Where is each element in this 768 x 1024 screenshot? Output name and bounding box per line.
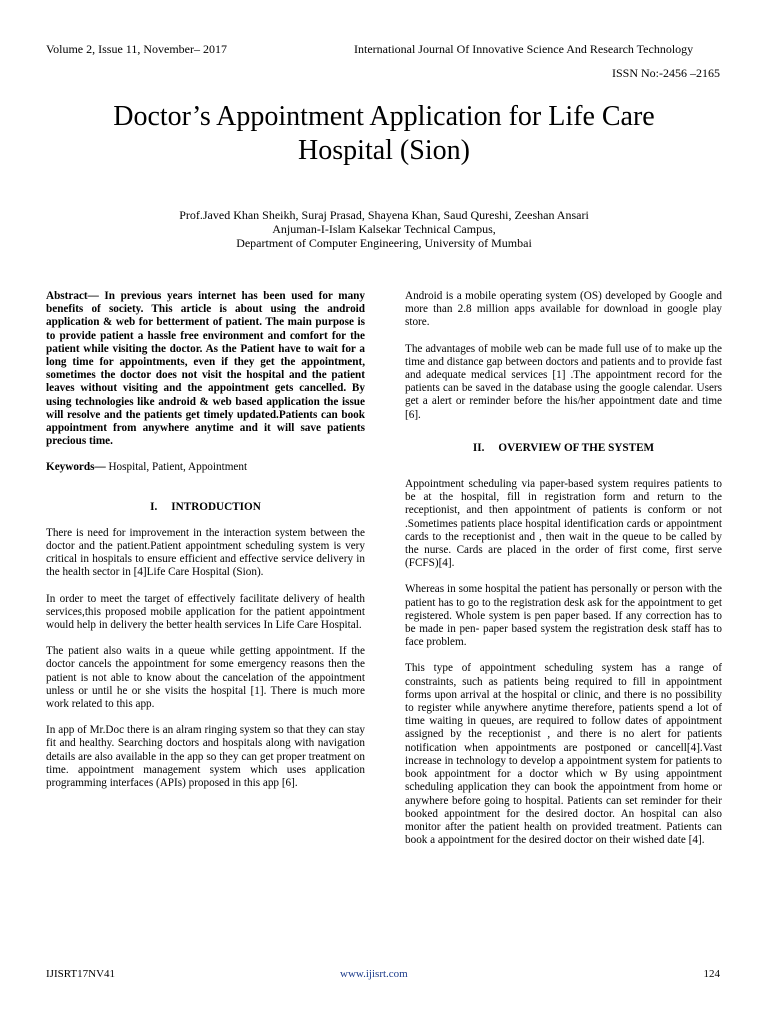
footer-url[interactable]: www.ijisrt.com: [340, 968, 408, 980]
mobile-web-paragraph: The advantages of mobile web can be made full use of to make up the time and distance gap between doctors and patients and to provide fast and adequate medical services [1] .The appointment record for the patients can be saved in the database using the google calendar. Users get a alert or reminder before the his/her appointment date and time [6].: [405, 342, 722, 421]
author-block: [40, 208, 728, 250]
overview-paragraph: Appointment scheduling via paper-based system requires patients to be at the hospital, fill in registration form and return to the receptionist, and then appointment of patients is conform or not .Sometimes patients place hospital identification cards or appointment cards to the receptionist and , then wait in the queue to be called by the nurse. Cards are placed in the order of first come, first serve (FCFS)[4].: [405, 478, 722, 570]
volume-info: Volume 2, Issue 11, November– 2017: [46, 42, 227, 56]
keywords-label: Keywords—: [46, 461, 106, 474]
intro-paragraph: In order to meet the target of effectively facilitate delivery of health services,this proposed mobile application for the patient appointment would help in delivery the better health services In Life Care Hospital.: [46, 592, 365, 632]
intro-paragraph: In app of Mr.Doc there is an alram ringing system so that they can stay fit and healthy. Searching doctors and hospitals along with navigation details are also available in the app so they can get proper treatment on time. appointment management system which uses application programming interfaces (APIs) proposed in this app [6].: [46, 724, 365, 790]
left-column: [46, 290, 365, 803]
overview-paragraph: Whereas in some hospital the patient has personally or person with the patient has to go to the registration desk ask for the appointment to get registered. Whole system is pen paper based. If any correction has to be made in pen- paper based system the registration desk staff has to face problem.: [405, 583, 722, 649]
affiliation-2: Department of Computer Engineering, University of Mumbai: [236, 236, 532, 250]
page-number: 124: [703, 968, 720, 980]
overview-paragraph: This type of appointment scheduling system has a range of constraints, such as patients being required to fill in appointment forms upon arrival at the hospital or clinic, and there is no possibility to register while anywhere anytime therefore, patients spend a lot of time waiting in queues, are required to follow dates of appointment assigned by the receptionist , and there is no alert for patients notification when appointments are postponed or cancell[4].Vast increase in technology to develop a appointment system for patients to book appointment for a doctor which w By using appointment scheduling application they can book the appointment from home or anywhere before going to hospital. Patients can set reminder for their booked appointment for the desired doctor. An hospital can also monitor after the patient health on provided treatment. Patients can book a appointment for the desired doctor on their wished date [4].: [405, 662, 722, 847]
keywords-text: Hospital, Patient, Appointment: [105, 461, 248, 474]
affiliation-1: Anjuman-I-Islam Kalsekar Technical Campus,: [272, 222, 496, 236]
author-names: Prof.Javed Khan Sheikh, Suraj Prasad, Shayena Khan, Saud Qureshi, Zeeshan Ansari: [179, 208, 589, 222]
intro-heading: I. INTRODUCTION: [150, 500, 261, 513]
overview-heading: II. OVERVIEW OF THE SYSTEM: [472, 441, 655, 454]
paper-title: [40, 100, 728, 168]
journal-name: International Journal Of Innovative Science And Research Technology: [354, 42, 694, 56]
android-paragraph: Android is a mobile operating system (OS) developed by Google and more than 2.8 million apps available for download in google play store.: [405, 290, 722, 329]
intro-paragraph: There is need for improvement in the interaction system between the doctor and the patient.Patient appointment scheduling system is very critical in hospitals to ensure efficient and effective service delivery in the health sector in [4]Life Care Hospital (Sion).: [46, 526, 365, 579]
intro-paragraph: The patient also waits in a queue while getting appointment. If the doctor cancels the appointment for some emergency reasons then the patient is not able to know about the cancelation of the appointment unless or until he or she visits the hospital [1]. There is much more work related to this app.: [46, 645, 365, 711]
issn: ISSN No:-2456 –2165: [611, 66, 720, 80]
right-column: [405, 290, 722, 860]
footer-code: IJISRT17NV41: [46, 968, 116, 980]
title-line-2: Hospital (Sion): [298, 135, 470, 166]
title-line-1: Doctor’s Appointment Application for Life Care: [113, 101, 655, 132]
abstract: Abstract— In previous years internet has been used for many benefits of society. This article is about using the android application & web for betterment of patient. The main purpose is to provide patient a hassle free environment and comfort for the patient while visiting the doctor. As the Patient have to wait for a long time for appointments, even if they get the appointment, sometimes the doctor does not visit the hospital and the patient leaves without visiting and the appointment gets cancelled. By using technologies like android & web based application the issue will resolve and the patients get timely updated.Patients can book appointment from anywhere anytime and it will save patients precious time.: [46, 290, 365, 448]
keywords: [46, 461, 365, 474]
